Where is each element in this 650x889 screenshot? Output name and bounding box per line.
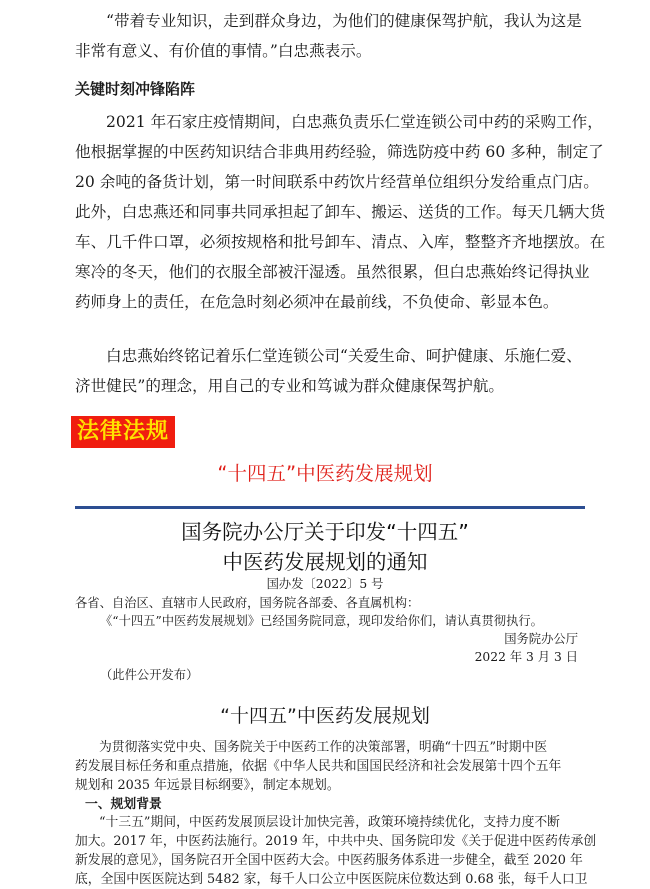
text-line: “带着专业知识，走到群众身边，为他们的健康保驾护航，我认为这是 [106, 12, 582, 30]
text-line: 规划和 2035 年远景目标纲要》，制定本规划。 [75, 778, 340, 793]
notice-title-line1: 国务院办公厅关于印发“十四五” [181, 520, 469, 544]
text-line: “十三五”期间，中医药发展顶层设计加快完善，政策环境持续优化，支持力度不断 [99, 815, 560, 830]
text-line: 车、几千件口罩，必须按规格和批号卸车、清点、入库，整整齐齐地摆放。在 [75, 233, 606, 251]
notice-body: 《“十四五”中医药发展规划》已经国务院同意，现印发给你们，请认真贯彻执行。 [100, 614, 543, 628]
issue-date: 2022 年 3 月 3 日 [474, 650, 578, 664]
document-number: 国办发〔2022〕5 号 [266, 577, 384, 591]
plan-title: “十四五”中医药发展规划 [220, 705, 430, 727]
text-line: 济世健民”的理念，用自己的专业和笃诚为群众健康保驾护航。 [75, 377, 505, 395]
text-line: 药发展目标任务和重点措施，依据《中华人民共和国国民经济和社会发展第十四个五年 [75, 759, 562, 774]
closing-paragraph [75, 341, 585, 401]
plan-intro [75, 738, 585, 795]
background-paragraph [75, 813, 597, 889]
addressee: 各省、自治区、直辖市人民政府，国务院各部委、各直属机构： [75, 596, 420, 610]
notice-title-line2: 中医药发展规划的通知 [222, 550, 428, 574]
text-line: 药师身上的责任，在危急时刻必须冲在最前线，不负使命、彰显本色。 [75, 293, 559, 311]
text-line: 此外，白忠燕还和同事共同承担起了卸车、搬运、送货的工作。每天几辆大货 [75, 203, 606, 221]
intro-paragraph [75, 6, 585, 66]
text-line: 加大。2017 年，中医药法施行。2019 年，中共中央、国务院印发《关于促进中医药传承创 [75, 834, 597, 849]
section-heading: 关键时刻冲锋陷阵 [75, 80, 196, 98]
subheading: 一、规划背景 [85, 797, 162, 812]
divider [75, 506, 585, 509]
text-line: 底，全国中医医院达到 5482 家，每千人口公立中医医院床位数达到 0.68 张，每千人口卫 [75, 872, 588, 887]
text-line: 白忠燕始终铭记着乐仁堂连锁公司“关爱生命、呵护健康、乐施仁爱、 [106, 347, 582, 365]
law-section-banner: 法律法规 [71, 416, 175, 448]
text-line: 20 余吨的备货计划，第一时间联系中药饮片经营单位组织分发给重点门店。 [75, 173, 599, 191]
text-line: 非常有意义、有价值的事情。”白忠燕表示。 [75, 42, 372, 60]
story-paragraph [75, 107, 606, 317]
text-line: 为贯彻落实党中央、国务院关于中医药工作的决策部署，明确“十四五”时期中医 [99, 740, 548, 755]
text-line: 他根据掌握的中医药知识结合非典用药经验，筛选防疫中药 60 多种，制定了 [75, 143, 604, 161]
article-title: “十四五”中医药发展规划 [217, 462, 433, 485]
background-section [75, 795, 585, 814]
text-line: 新发展的意见》，国务院召开全国中医药大会。中医药服务体系进一步健全，截至 2020 年 [75, 853, 583, 868]
text-line: 寒冷的冬天，他们的衣服全部被汗湿透。虽然很累，但白忠燕始终记得执业 [75, 263, 590, 281]
public-note: （此件公开发布） [100, 668, 199, 682]
signatory: 国务院办公厅 [504, 632, 578, 646]
text-line: 2021 年石家庄疫情期间，白忠燕负责乐仁堂连锁公司中药的采购工作， [106, 113, 603, 131]
